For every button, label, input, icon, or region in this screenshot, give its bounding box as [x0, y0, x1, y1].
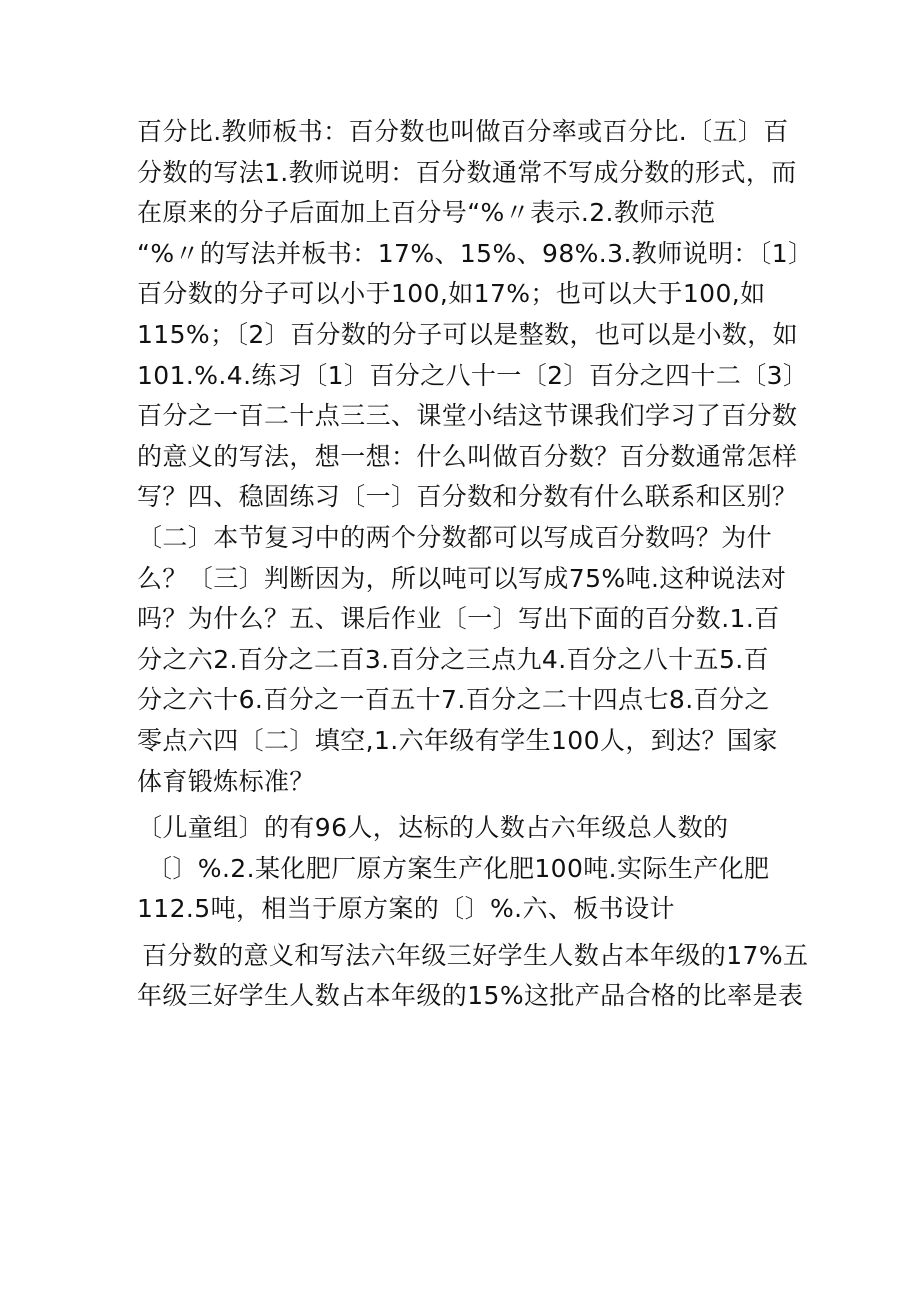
text-line: 分之六十6.百分之一百五十7.百分之二十四点七8.百分之	[137, 685, 770, 715]
text-line: 分数的写法1.教师说明：百分数通常不写成分数的形式，而	[137, 157, 797, 187]
text-line: 零点六四〔二〕填空,1.六年级有学生100人，到达？国家	[137, 725, 778, 755]
text-line: 115%；〔2〕百分数的分子可以是整数，也可以是小数，如	[137, 319, 799, 349]
text-line: 的意义的写法，想一想：什么叫做百分数？百分数通常怎样	[137, 441, 798, 471]
text-line: “%〃的写法并板书：17%、15%、98%.3.教师说明：〔1〕	[137, 238, 814, 268]
text-line: 写？四、稳固练习〔一〕百分数和分数有什么联系和区别？	[137, 482, 798, 512]
text-line: 年级三好学生人数占本年级的15%这批产品合格的比率是表	[137, 981, 804, 1011]
text-line: 么？〔三〕判断因为，所以吨可以写成75%吨.这种说法对	[137, 563, 787, 593]
text-line: 吗？为什么？五、课后作业〔一〕写出下面的百分数.1.百	[137, 604, 780, 634]
text-line: 〔儿童组〕的有96人，达标的人数占六年级总人数的	[137, 813, 729, 843]
text-line: 〔〕%.2.某化肥厂原方案生产化肥100吨.实际生产化肥	[147, 853, 770, 883]
text-line: 在原来的分子后面加上百分号“%〃表示.2.教师示范	[137, 198, 716, 228]
text-line: 百分比.教师板书：百分数也叫做百分率或百分比.〔五〕百	[137, 117, 789, 146]
text-line: 百分数的意义和写法六年级三好学生人数占本年级的17%五	[142, 940, 809, 970]
text-line: 101.%.4.练习〔1〕百分之八十一〔2〕百分之四十二〔3〕	[137, 360, 809, 390]
text-line: 百分数的分子可以小于100,如17%；也可以大于100,如	[137, 279, 766, 309]
text-line: 〔二〕本节复习中的两个分数都可以写成百分数吗？为什	[137, 522, 773, 552]
text-line: 百分之一百二十点三三、课堂小结这节课我们学习了百分数	[137, 401, 798, 431]
text-line: 分之六2.百分之二百3.百分之三点九4.百分之八十五5.百	[137, 644, 770, 674]
text-line: 112.5吨，相当于原方案的〔〕%.六、板书设计	[137, 894, 675, 924]
text-line: 体育锻炼标准？	[137, 766, 315, 796]
document-body	[137, 112, 814, 1017]
